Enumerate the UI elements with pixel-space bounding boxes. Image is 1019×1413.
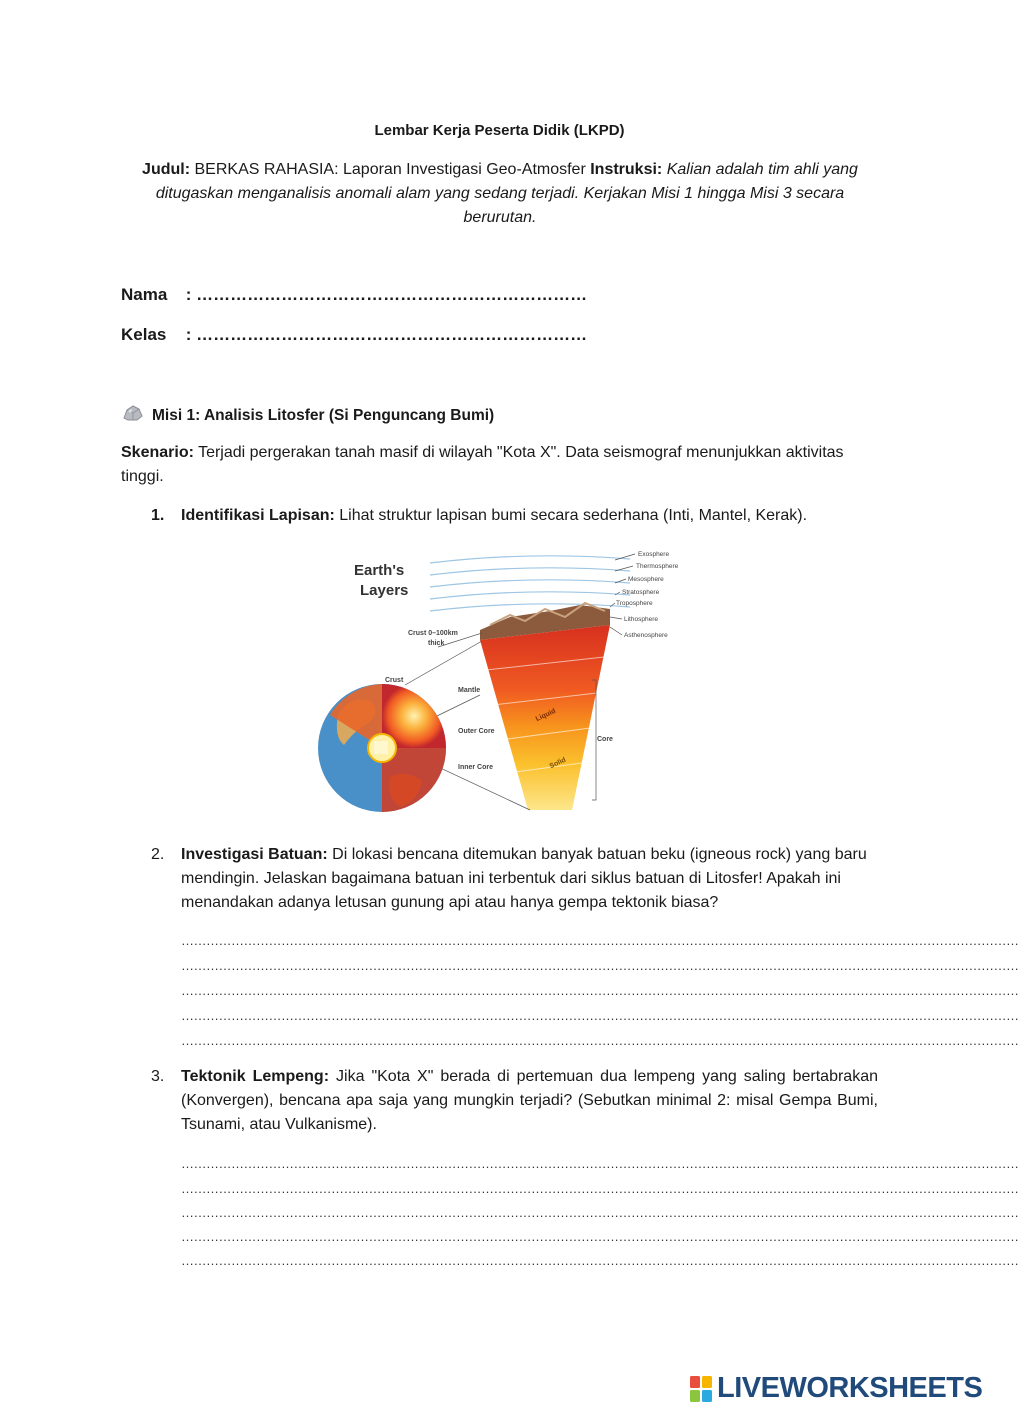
atmosphere-label: Exosphere (638, 551, 670, 558)
earth-globe (318, 684, 446, 812)
skenario-text: Terjadi pergerakan tanah masif di wilayah "Kota X". Data seismograf menunjukkan aktivitas tinggi. (121, 444, 844, 485)
intro-paragraph (130, 158, 870, 230)
answer-line[interactable]: ………………………………………………………………………………………………………………………………………………………………………………… (181, 983, 1019, 998)
question-label: Tektonik Lempeng: (181, 1068, 330, 1085)
answer-line[interactable]: ………………………………………………………………………………………………………………………………………………………………………………… (181, 1253, 1019, 1268)
atmosphere-label: Thermosphere (636, 563, 679, 570)
figure-title-line2: Layers (360, 582, 409, 599)
atmosphere-label: Stratosphere (622, 589, 660, 596)
nama-label: Nama (121, 285, 168, 304)
answer-line[interactable]: ………………………………………………………………………………………………………………………………………………………………………………… (181, 1156, 1019, 1171)
atmosphere-arcs (430, 556, 630, 611)
answer-line[interactable]: ………………………………………………………………………………………………………………………………………………………………………………… (181, 1008, 1019, 1023)
kelas-row (121, 325, 587, 345)
nama-row (121, 285, 587, 305)
outer-core-label: Outer Core (458, 728, 495, 735)
question-text: Lihat struktur lapisan bumi secara sederhana (Inti, Mantel, Kerak). (339, 507, 808, 524)
skenario-label: Skenario: (121, 444, 194, 461)
atmosphere-label: Lithosphere (624, 616, 658, 623)
kelas-separator: : (185, 325, 192, 344)
misi1-title: Misi 1: Analisis Litosfer (Si Penguncang Bumi) (152, 406, 495, 424)
judul-text: BERKAS RAHASIA: Laporan Investigasi Geo-Atmosfer (194, 161, 586, 178)
question-number: 1. (151, 507, 165, 524)
question-1 (151, 504, 878, 528)
brand-name: LIVEWORKSHEETS (717, 1372, 983, 1404)
page-title: Lembar Kerja Peserta Didik (LKPD) (374, 122, 625, 139)
mantle-label: Mantle (458, 687, 481, 694)
liveworksheets-blocks-icon (690, 1376, 712, 1402)
answer-line[interactable]: ………………………………………………………………………………………………………………………………………………………………………………… (181, 1205, 1019, 1220)
answer-line[interactable]: ………………………………………………………………………………………………………………………………………………………………………………… (181, 1181, 1019, 1196)
question-2 (151, 843, 878, 915)
crust-label: Crust (385, 677, 404, 684)
answer-line[interactable]: ………………………………………………………………………………………………………………………………………………………………………………… (181, 958, 1019, 973)
question-3 (151, 1065, 878, 1137)
question-label: Investigasi Batuan: (181, 846, 328, 863)
skenario-paragraph (121, 441, 878, 489)
kelas-input[interactable]: …………………………………………………………… (196, 325, 588, 344)
answer-line[interactable]: ………………………………………………………………………………………………………………………………………………………………………………… (181, 933, 1019, 948)
atmosphere-label: Asthenosphere (624, 632, 668, 639)
core-label: Core (597, 736, 613, 743)
crust-note-1: Crust 0–100km (408, 630, 458, 637)
judul-label: Judul: (142, 161, 191, 178)
instruksi-text: Kalian adalah tim ahli yang ditugaskan menganalisis anomali alam yang sedang terjadi. Kerjakan Misi 1 hingga Misi 3 secara berurutan. (155, 161, 858, 226)
answer-line[interactable]: ………………………………………………………………………………………………………………………………………………………………………………… (181, 1229, 1019, 1244)
nama-separator: : (185, 285, 192, 304)
rock-icon (122, 404, 144, 427)
earth-layers-figure (310, 545, 690, 830)
kelas-label: Kelas (121, 325, 167, 344)
inner-core-label: Inner Core (458, 764, 494, 771)
nama-input[interactable]: …………………………………………………………… (196, 285, 588, 304)
atmosphere-label: Troposphere (616, 600, 653, 607)
answer-line[interactable]: ………………………………………………………………………………………………………………………………………………………………………………… (181, 1033, 1019, 1048)
liveworksheets-logo (690, 1372, 982, 1405)
question-text: Di lokasi bencana ditemukan banyak batuan beku (igneous rock) yang baru mendingin. Jelaskan bagaimana batuan ini terbentuk dari siklus batuan di Litosfer! Apakah ini menandakan adanya letusan gunung api atau hanya gempa tektonik biasa? (181, 846, 867, 911)
question-number: 3. (151, 1068, 165, 1085)
liquid-label: Liquid (534, 707, 557, 724)
question-text: Jika "Kota X" berada di pertemuan dua lempeng yang saling bertabrakan (Konvergen), bencana apa saja yang mungkin terjadi? (Sebutkan minimal 2: misal Gempa Bumi, Tsunami, atau Vulkanisme). (181, 1068, 878, 1133)
figure-title-line1: Earth's (354, 562, 405, 579)
misi1-heading (122, 404, 494, 427)
atmosphere-label: Mesosphere (628, 576, 664, 583)
instruksi-label: Instruksi: (590, 161, 663, 178)
crust-note-2: thick (428, 640, 445, 647)
question-number: 2. (151, 846, 165, 863)
question-label: Identifikasi Lapisan: (181, 507, 335, 524)
solid-label: Solid (548, 756, 568, 771)
